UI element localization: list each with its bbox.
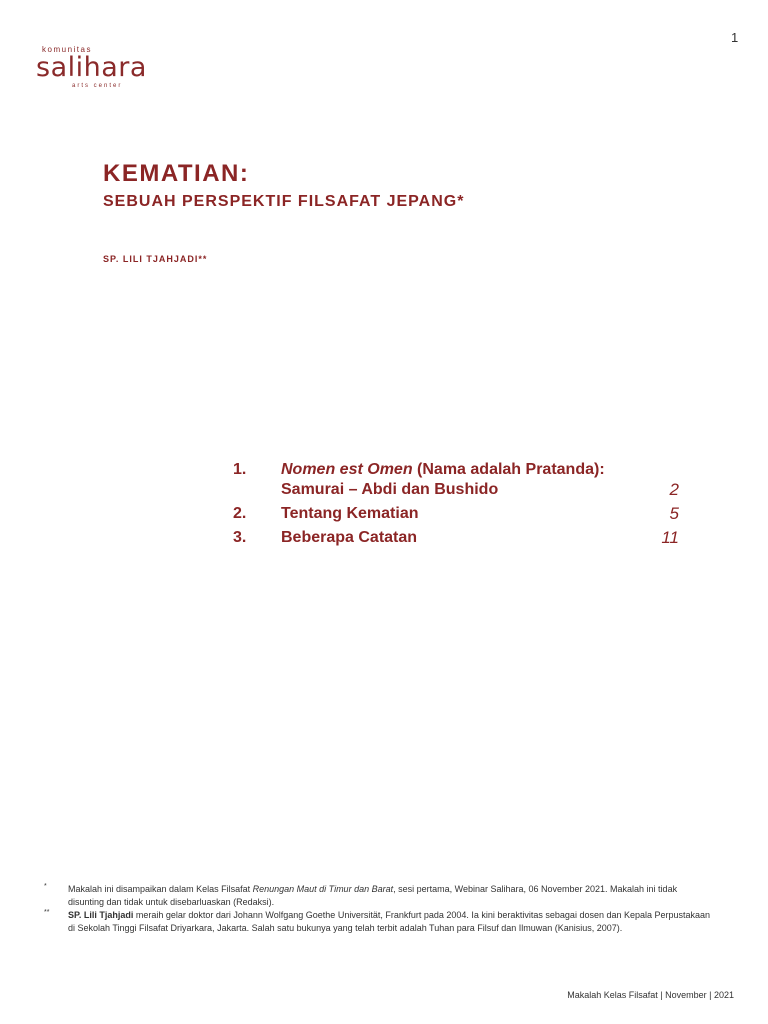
document-author: SP. LILI TJAHJADI** (103, 254, 208, 264)
toc-item[interactable] (233, 460, 683, 500)
footnote (44, 883, 714, 908)
footnote-text: meraih gelar doktor dari Johann Wolfgang Goethe Universität, Frankfurt pada 2004. Ia kini beraktivitas sebagai dosen dan Kepala Perpustakaan di Sekolah Tinggi Filsafat Driyarkara, Jakarta. Salah satu bukunya yang telah terbit adalah Tuhan para Filsuf dan Ilmuwan (Kanisius, 2007). (68, 910, 711, 933)
page-footer: Makalah Kelas Filsafat | November | 2021 (567, 990, 734, 1000)
document-subtitle: SEBUAH PERSPEKTIF FILSAFAT JEPANG* (103, 193, 465, 210)
footnote-italic-title: Renungan Maut di Timur dan Barat (252, 884, 394, 894)
toc-item-text (281, 460, 641, 500)
logo-main-text: salihara (36, 52, 147, 83)
toc-item-page: 2 (669, 480, 679, 499)
toc-item-number: 1. (233, 461, 247, 478)
footnotes (44, 883, 714, 935)
toc-item-text: Tentang Kematian (281, 505, 419, 522)
footnote-author-name: SP. Lili Tjahjadi (68, 910, 134, 920)
toc-item-italic-title: Nomen est Omen (281, 461, 413, 478)
footnote (44, 909, 714, 934)
footnote-text-a: Makalah ini disampaikan dalam Kelas Filsafat (68, 884, 253, 894)
toc-item[interactable] (233, 528, 683, 548)
toc-item[interactable] (233, 504, 683, 524)
toc-item-number: 3. (233, 529, 247, 546)
toc-item-text: Beberapa Catatan (281, 529, 418, 546)
toc-item-number: 2. (233, 505, 247, 522)
footnote-mark: * (44, 883, 47, 890)
toc-item-page: 11 (661, 528, 679, 547)
logo-top-text: komunitas (42, 45, 92, 54)
toc-item-title-rest: (Nama adalah Pratanda): (412, 461, 605, 478)
logo-bottom-text: arts center (72, 83, 123, 89)
toc-item-page: 5 (669, 504, 679, 523)
footnote-mark: ** (44, 909, 50, 916)
toc-item-title-line2: Samurai – Abdi dan Bushido (281, 481, 499, 498)
document-title: KEMATIAN: (103, 160, 250, 187)
page-number: 1 (731, 30, 739, 45)
footnote-text-b: , sesi pertama, Webinar Salihara, 06 November 2021. Makalah ini tidak disunting dan tidak untuk disebarluaskan (Redaksi). (68, 884, 678, 907)
salihara-logo (36, 45, 146, 90)
table-of-contents (233, 460, 683, 548)
